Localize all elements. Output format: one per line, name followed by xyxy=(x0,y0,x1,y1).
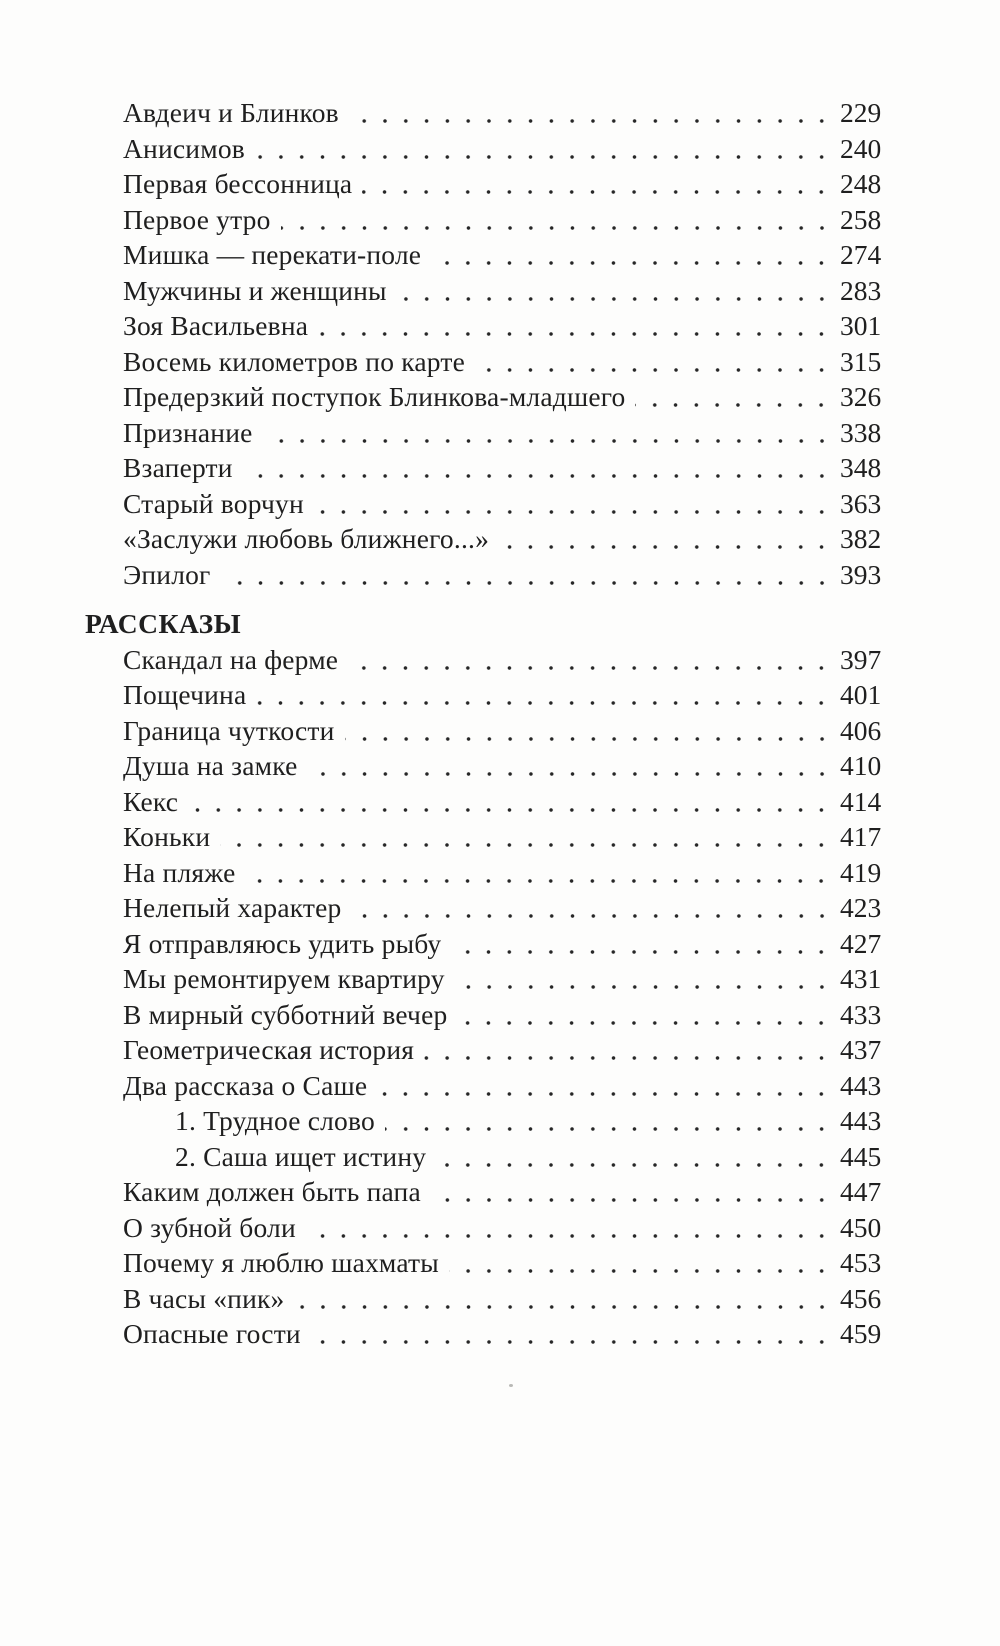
dot-leader xyxy=(397,273,832,309)
dot-leader xyxy=(318,308,832,344)
toc-entry-page: 445 xyxy=(840,1140,882,1172)
toc-entry xyxy=(123,1281,898,1317)
toc-entry-page: 363 xyxy=(840,487,882,519)
toc-entry-title: Граница чуткости xyxy=(123,714,335,746)
toc-entry-title: Душа на замке xyxy=(123,750,298,781)
dot-leader xyxy=(263,415,832,451)
dot-leader xyxy=(311,1316,832,1352)
toc-entry-page: 447 xyxy=(840,1176,882,1207)
dot-leader xyxy=(635,379,832,415)
dot-leader xyxy=(349,95,832,131)
toc-entry xyxy=(123,890,898,926)
toc-entry-page: 338 xyxy=(840,416,882,448)
toc-entry xyxy=(123,450,898,486)
toc-entry xyxy=(123,819,898,855)
dot-leader xyxy=(245,855,832,891)
toc-entry-title: 1. Трудное слово xyxy=(175,1105,375,1136)
toc-entry xyxy=(123,379,898,415)
scan-speck xyxy=(509,1384,513,1387)
toc-entry-page: 443 xyxy=(840,1069,882,1101)
toc-entry-title: На пляже xyxy=(123,856,236,888)
toc-entry-page: 450 xyxy=(840,1211,882,1243)
toc-entry-title: Зоя Васильевна xyxy=(123,310,309,341)
toc-entry-title: Пощечина xyxy=(123,679,247,710)
dot-leader xyxy=(295,1281,832,1317)
toc-entry xyxy=(123,237,898,273)
toc-entry-title: Мишка — перекати-поле xyxy=(123,239,422,270)
toc-entry-title: Восемь километров по карте xyxy=(123,345,465,377)
toc-entry xyxy=(123,131,898,167)
dot-leader xyxy=(451,926,832,962)
toc-entry-title: Первая бессонница xyxy=(123,168,353,199)
dot-leader xyxy=(431,1174,832,1210)
toc-entry xyxy=(123,202,898,238)
toc-entry-title: Признание xyxy=(123,416,253,448)
toc-entry-page: 315 xyxy=(840,345,882,377)
toc-entry xyxy=(123,308,898,344)
dot-leader xyxy=(308,748,832,784)
dot-leader xyxy=(255,131,832,167)
toc-entry-page: 326 xyxy=(840,381,882,412)
toc-entry xyxy=(123,486,898,522)
toc-entry xyxy=(123,1032,898,1068)
dot-leader xyxy=(306,1210,832,1246)
dot-leader xyxy=(220,819,832,855)
toc-entry-title: 2. Саша ищет истину xyxy=(175,1140,427,1172)
toc-entry xyxy=(123,1210,898,1246)
toc-entry xyxy=(123,784,898,820)
dot-leader xyxy=(385,1103,832,1139)
toc-entry xyxy=(123,273,898,309)
dot-leader xyxy=(221,557,832,593)
toc-entry-page: 410 xyxy=(840,750,882,781)
toc-entry-title: Я отправляюсь удить рыбу xyxy=(123,927,442,959)
toc-entry-title: Предерзкий поступок Блинкова-младшего xyxy=(123,381,626,412)
toc-entry xyxy=(175,1139,898,1175)
dot-leader xyxy=(424,1032,832,1068)
toc-entry-page: 456 xyxy=(840,1282,882,1314)
toc-entry xyxy=(123,855,898,891)
toc-entry xyxy=(123,95,898,131)
toc-entry xyxy=(123,961,898,997)
toc-entry-title: Кекс xyxy=(123,785,179,817)
dot-leader xyxy=(475,344,832,380)
toc-entry-title: Коньки xyxy=(123,821,211,852)
dot-leader xyxy=(188,784,832,820)
toc-entry-page: 453 xyxy=(840,1247,882,1278)
toc-entry xyxy=(123,748,898,784)
toc-entry xyxy=(123,926,898,962)
toc-entry xyxy=(123,557,898,593)
toc-entry-page: 393 xyxy=(840,558,882,590)
dot-leader xyxy=(352,890,832,926)
toc-entry-title: Анисимов xyxy=(123,132,245,164)
toc-entry-page: 431 xyxy=(840,963,882,994)
toc-entry xyxy=(123,997,898,1033)
toc-entry-page: 258 xyxy=(840,203,882,235)
toc-entry-page: 417 xyxy=(840,821,882,852)
toc-entry-page: 348 xyxy=(840,452,882,483)
toc-entry xyxy=(123,344,898,380)
toc-entry-title: Опасные гости xyxy=(123,1318,301,1349)
toc-entry xyxy=(123,713,898,749)
toc-entry xyxy=(175,1103,898,1139)
dot-leader xyxy=(377,1068,832,1104)
toc-entry-page: 397 xyxy=(840,643,882,675)
toc-entry xyxy=(123,166,898,202)
toc-entry xyxy=(123,1316,898,1352)
toc-entry-title: В часы «пик» xyxy=(123,1282,285,1314)
section-heading: РАССКАЗЫ xyxy=(85,608,242,639)
toc-entry-page: 274 xyxy=(840,239,882,270)
toc-entry-page: 382 xyxy=(840,523,882,554)
dot-leader xyxy=(345,713,833,749)
toc-entry-page: 433 xyxy=(840,998,882,1030)
dot-leader xyxy=(455,961,832,997)
toc-entry-page: 283 xyxy=(840,274,882,306)
toc-entry-page: 443 xyxy=(840,1105,882,1136)
toc-entry-page: 427 xyxy=(840,927,882,959)
toc-entry-title: Почему я люблю шахматы xyxy=(123,1247,439,1278)
toc-entry-title: Старый ворчун xyxy=(123,487,304,519)
toc-entry xyxy=(123,642,898,678)
toc-entry-title: Мужчины и женщины xyxy=(123,274,387,306)
toc-entry xyxy=(123,1245,898,1281)
toc-entry-title: Авдеич и Блинков xyxy=(123,97,339,128)
toc-entry-page: 419 xyxy=(840,856,882,888)
toc-entry xyxy=(123,415,898,451)
toc-entry-page: 401 xyxy=(840,679,882,710)
dot-leader xyxy=(499,521,832,557)
toc-entry-title: Первое утро xyxy=(123,203,271,235)
dot-leader xyxy=(314,486,832,522)
toc-entry-title: «Заслужи любовь ближнего...» xyxy=(123,523,490,554)
toc-entry xyxy=(123,521,898,557)
toc-entry xyxy=(123,677,898,713)
dot-leader xyxy=(348,642,832,678)
dot-leader xyxy=(256,677,832,713)
toc-entry-title: Нелепый характер xyxy=(123,892,342,923)
toc-entry-page: 240 xyxy=(840,132,882,164)
toc-entry-title: Скандал на ферме xyxy=(123,643,339,675)
toc-entry-page: 229 xyxy=(840,97,882,128)
dot-leader xyxy=(281,202,832,238)
toc-entry-title: Мы ремонтируем квартиру xyxy=(123,963,445,994)
toc-entry-title: Геометрическая история xyxy=(123,1034,415,1065)
dot-leader xyxy=(457,997,832,1033)
dot-leader xyxy=(243,450,832,486)
toc-entry-page: 423 xyxy=(840,892,882,923)
toc-entry-title: Два рассказа о Саше xyxy=(123,1069,368,1101)
toc-entry-title: Эпилог xyxy=(123,558,211,590)
toc-entry-title: В мирный субботний вечер xyxy=(123,998,448,1030)
dot-leader xyxy=(431,237,832,273)
toc-entry xyxy=(123,1174,898,1210)
toc-entry-title: О зубной боли xyxy=(123,1211,296,1243)
dot-leader xyxy=(436,1139,832,1175)
toc-entry-page: 459 xyxy=(840,1318,882,1349)
toc-entry-page: 437 xyxy=(840,1034,882,1065)
toc-entry-page: 248 xyxy=(840,168,882,199)
dot-leader xyxy=(362,166,832,202)
dot-leader xyxy=(449,1245,832,1281)
toc-entry xyxy=(123,1068,898,1104)
toc-entry-page: 301 xyxy=(840,310,882,341)
toc-entry-title: Каким должен быть папа xyxy=(123,1176,421,1207)
toc-entry-page: 414 xyxy=(840,785,882,817)
toc-entry-page: 406 xyxy=(840,714,882,746)
toc-entry-title: Взаперти xyxy=(123,452,233,483)
